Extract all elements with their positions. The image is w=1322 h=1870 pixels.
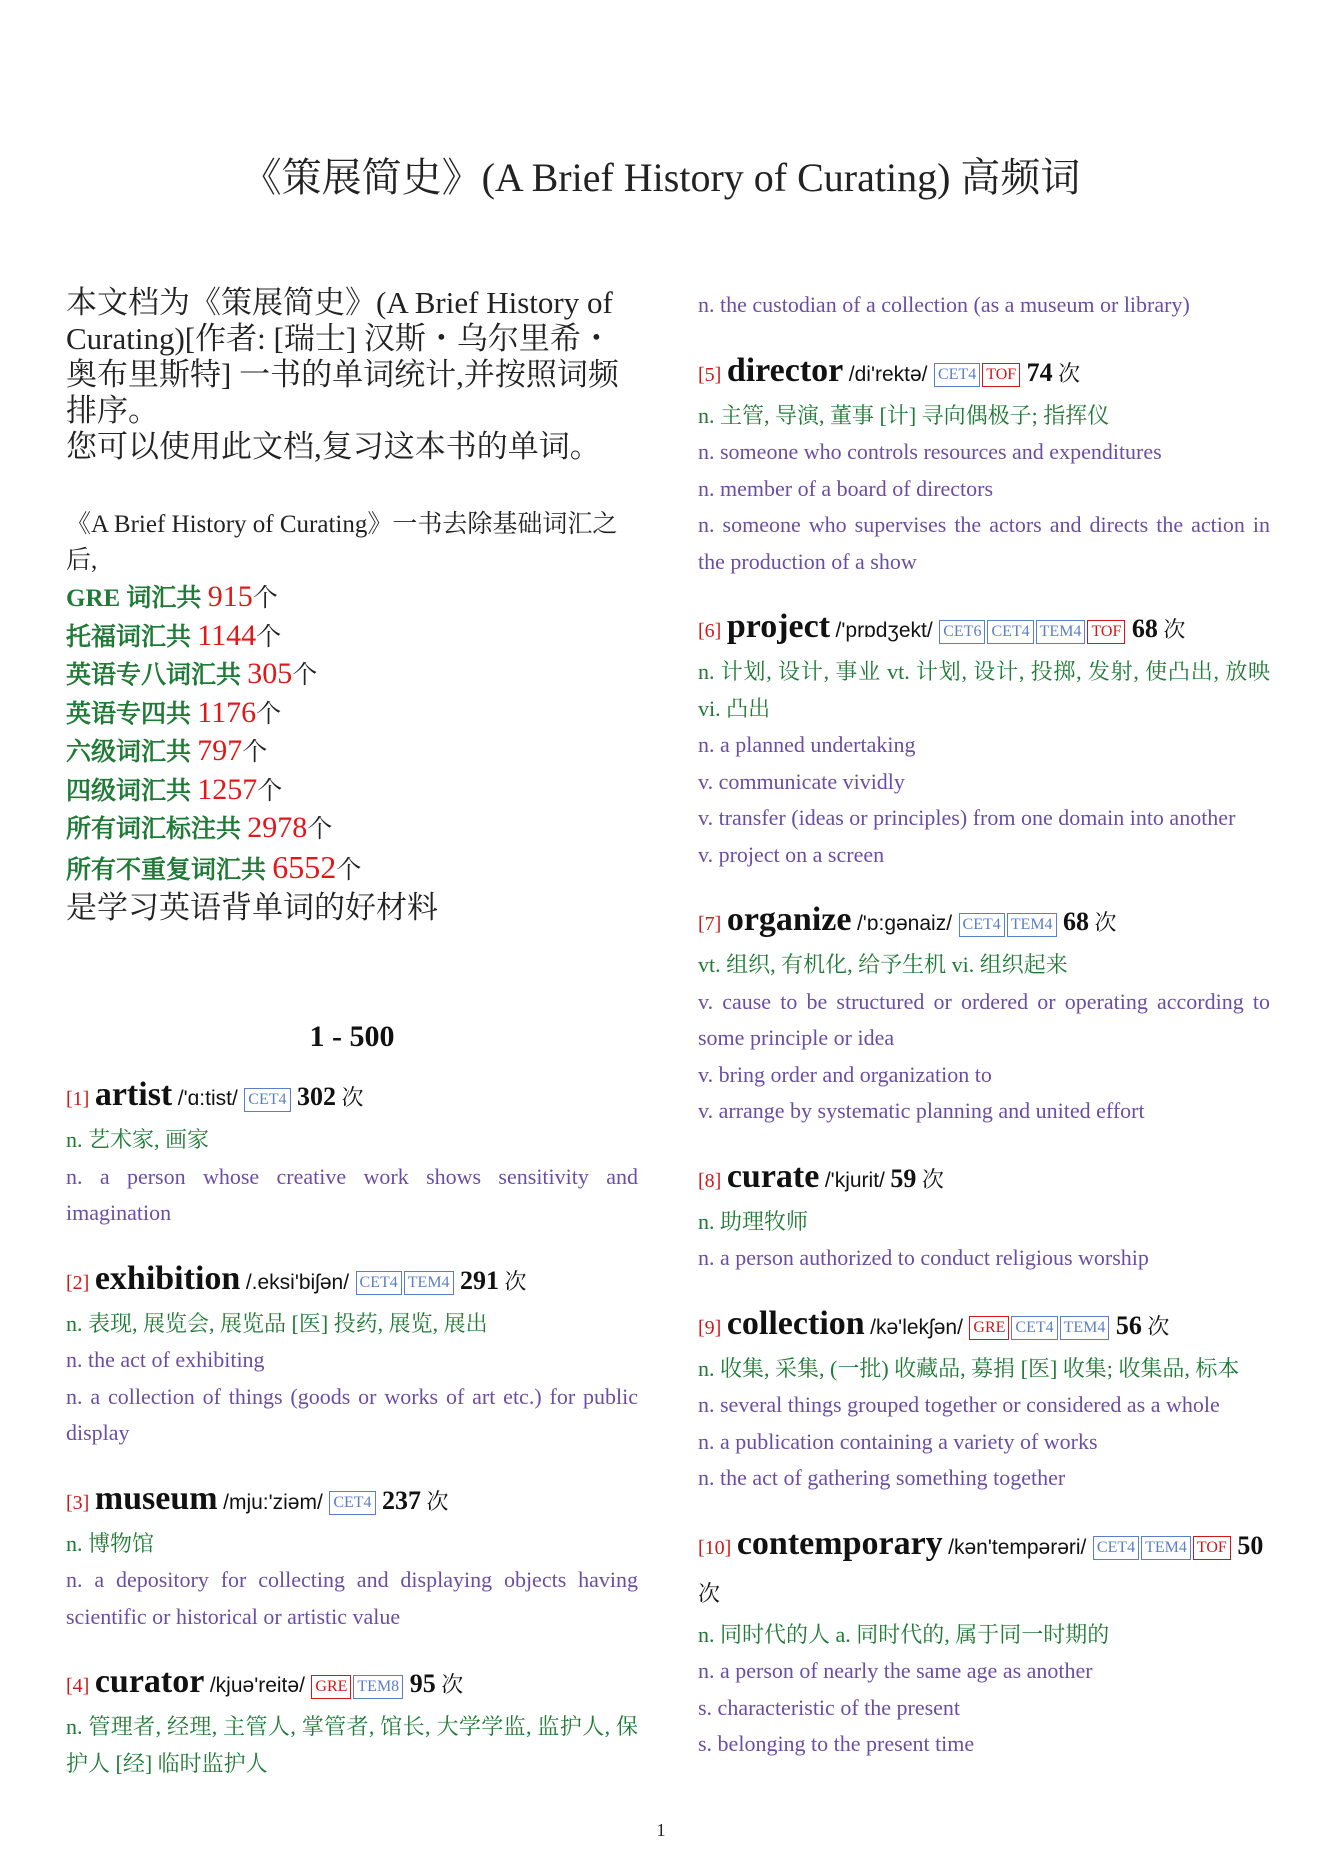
chinese-definition: n. 主管, 导演, 董事 [计] 寻向偶极子; 指挥仪 — [698, 402, 1110, 428]
stat-count: 1176 — [197, 695, 257, 729]
level-tag: TOF — [982, 363, 1020, 387]
entry-pronunciation: /kjuə'reitə/ — [209, 1674, 305, 1697]
entry-word: artist — [94, 1076, 173, 1113]
right-entry-list — [698, 348, 1270, 1763]
entry-header — [698, 1521, 1270, 1617]
english-definition: n. someone who controls resources and expenditures — [698, 439, 1162, 464]
chinese-definition: n. 管理者, 经理, 主管人, 掌管者, 馆长, 大学学监, 监护人, 保护人 [经] 临时监护人 — [66, 1714, 638, 1776]
stat-label: 英语专四共 — [66, 700, 198, 728]
range-label: 1 - 500 — [309, 1020, 395, 1053]
chinese-definition: n. 助理牧师 — [698, 1208, 809, 1234]
level-tag: CET4 — [356, 1271, 402, 1295]
english-definition: v. transfer (ideas or principles) from one domain into another — [698, 805, 1236, 830]
entry-count-unit: 次 — [499, 1268, 527, 1294]
level-tag: CET4 — [1011, 1316, 1057, 1340]
word-entry — [66, 1072, 638, 1232]
entry-count: 302 — [297, 1082, 336, 1111]
entry-index: [9] — [698, 1316, 722, 1339]
entry-pronunciation: /'ɑ:tist/ — [177, 1087, 238, 1110]
level-tag: CET4 — [244, 1088, 290, 1112]
english-definition: n. a collection of things (goods or works of art etc.) for public display — [66, 1383, 638, 1445]
entry-count-unit: 次 — [421, 1488, 449, 1514]
entry-count: 50 — [1237, 1530, 1264, 1560]
stat-label: 六级词汇共 — [66, 739, 198, 766]
entry-header — [66, 1476, 638, 1526]
entry-index: [3] — [66, 1491, 90, 1514]
entry-count: 291 — [460, 1265, 500, 1295]
chinese-definition: n. 计划, 设计, 事业 vt. 计划, 设计, 投掷, 发射, 使凸出, 放映 vi. 凸出 — [698, 659, 1270, 721]
entry-header — [698, 1154, 1270, 1204]
stat-row — [66, 618, 638, 657]
word-entry — [698, 1154, 1270, 1277]
stat-label: 所有不重复词汇共 — [66, 856, 273, 884]
intro-line-1: 本文档为《策展简史》(A Brief History of Curating)[作者: [瑞士] 汉斯・乌尔里希・奥布里斯特] 一书的单词统计,并按照词频排序。 — [66, 285, 619, 428]
level-tag: CET4 — [959, 913, 1005, 937]
stat-unit: 个 — [307, 816, 333, 843]
stat-label: 托福词汇共 — [66, 623, 198, 651]
entry-pronunciation: /'prɒdʒekt/ — [835, 619, 933, 642]
entry-word: museum — [94, 1479, 218, 1517]
level-tag: TEM4 — [404, 1271, 454, 1295]
chinese-definition: n. 博物馆 — [66, 1530, 155, 1556]
english-definition: v. cause to be structured or ordered or operating according to some principle or idea — [698, 988, 1270, 1050]
english-definition: n. several things grouped together or considered as a whole — [698, 1392, 1220, 1417]
chinese-definition: n. 表现, 展览会, 展览品 [医] 投药, 展览, 展出 — [66, 1310, 488, 1336]
stat-count: 305 — [247, 657, 293, 690]
right-column — [698, 287, 1270, 1787]
english-definition: v. arrange by systematic planning and united effort — [698, 1098, 1145, 1123]
level-tag: TEM4 — [1060, 1316, 1110, 1340]
entry-index: [7] — [698, 913, 722, 935]
entry-count-unit: 次 — [1157, 617, 1186, 642]
entry-count: 95 — [409, 1669, 436, 1698]
entry-count: 68 — [1131, 614, 1158, 643]
word-entry — [698, 1521, 1270, 1763]
entry-count: 56 — [1115, 1310, 1142, 1340]
entry-count-unit: 次 — [336, 1085, 364, 1110]
english-definition: n. a person of nearly the same age as another — [698, 1658, 1093, 1683]
level-tag: TEM4 — [1036, 620, 1086, 644]
entry-header — [698, 348, 1270, 398]
word-entry — [698, 1301, 1270, 1497]
entry-header — [66, 1659, 638, 1709]
stat-unit: 个 — [257, 777, 283, 805]
stats-closing: 是学习英语背单词的好材料 — [66, 890, 438, 925]
stat-label: 四级词汇共 — [66, 777, 198, 805]
chinese-definition: n. 艺术家, 画家 — [66, 1127, 210, 1152]
chinese-definition: n. 收集, 采集, (一批) 收藏品, 募捐 [医] 收集; 收集品, 标本 — [698, 1355, 1240, 1381]
definition-continuation: n. the custodian of a collection (as a museum or library) — [698, 292, 1190, 317]
entry-word: project — [726, 608, 831, 645]
stat-row — [66, 579, 638, 618]
entry-pronunciation: /mju:'ziəm/ — [223, 1490, 323, 1514]
entry-pronunciation: /.eksi'biʃən/ — [245, 1270, 350, 1294]
stat-row — [66, 695, 638, 734]
entry-word: collection — [726, 1304, 865, 1342]
stat-label: GRE 词汇共 — [66, 585, 208, 612]
level-tag: CET4 — [329, 1491, 375, 1515]
intro-text — [66, 285, 638, 465]
english-definition: n. a person authorized to conduct religious worship — [698, 1245, 1149, 1270]
word-entry — [66, 1256, 638, 1452]
stat-row — [66, 656, 638, 695]
entry-header — [66, 1256, 638, 1306]
stat-count: 797 — [197, 734, 243, 767]
stat-row — [66, 772, 638, 811]
stat-label: 英语专八词汇共 — [66, 662, 248, 689]
stat-unit: 个 — [256, 623, 282, 651]
entry-count-unit: 次 — [1089, 910, 1117, 935]
word-entry — [698, 348, 1270, 581]
entry-word: exhibition — [94, 1259, 241, 1297]
entry-header — [698, 604, 1270, 654]
stat-unit: 个 — [252, 585, 278, 612]
stats-heading: 《A Brief History of Curating》一书去除基础词汇之后, — [66, 511, 618, 574]
level-tag: GRE — [969, 1316, 1009, 1340]
level-tag: TOF — [1193, 1536, 1231, 1560]
entry-count: 74 — [1026, 357, 1053, 387]
english-definition: n. a person whose creative work shows sensitivity and imagination — [66, 1163, 638, 1225]
left-entry-list — [66, 1072, 638, 1782]
entry-word: contemporary — [736, 1524, 943, 1562]
page-number: 1 — [656, 1820, 666, 1840]
left-column — [66, 285, 638, 1806]
entry-pronunciation: /'ɒ:gənaiz/ — [856, 912, 953, 935]
chinese-definition: vt. 组织, 有机化, 给予生机 vi. 组织起来 — [698, 952, 1068, 977]
entry-count: 59 — [890, 1163, 917, 1193]
entry-count-unit: 次 — [1141, 1313, 1170, 1339]
chinese-definition: n. 同时代的人 a. 同时代的, 属于同一时期的 — [698, 1621, 1110, 1647]
entry-index: [5] — [698, 363, 722, 386]
word-entry — [698, 604, 1270, 873]
stats-list — [66, 579, 638, 889]
entry-word: organize — [726, 901, 852, 938]
entry-word: curate — [726, 1157, 820, 1195]
entry-pronunciation: /di'rektə/ — [848, 362, 928, 386]
page-title: 《策展简史》(A Brief History of Curating) 高频词 — [241, 155, 1081, 200]
english-definition: s. belonging to the present time — [698, 1731, 975, 1756]
level-tag: CET4 — [987, 620, 1033, 644]
stat-count: 1144 — [197, 618, 257, 652]
english-definition: v. project on a screen — [698, 841, 885, 867]
entry-index: [2] — [66, 1271, 90, 1294]
english-definition: v. bring order and organization to — [698, 1061, 992, 1087]
english-definition: s. characteristic of the present — [698, 1694, 961, 1720]
entry-index: [10] — [698, 1536, 732, 1559]
entry-pronunciation: /kə'lekʃən/ — [870, 1315, 963, 1339]
entry-count-unit: 次 — [435, 1672, 464, 1697]
english-definition: n. the act of exhibiting — [66, 1347, 265, 1372]
entry-count-unit: 次 — [916, 1166, 944, 1192]
level-tag: TEM4 — [1141, 1536, 1191, 1560]
english-definition: n. a planned undertaking — [698, 732, 916, 757]
stat-row — [66, 849, 638, 890]
entry-header — [698, 1301, 1270, 1351]
entry-word: director — [726, 351, 844, 389]
entry-index: [8] — [698, 1169, 722, 1192]
level-tag: GRE — [311, 1675, 351, 1699]
word-entry — [698, 897, 1270, 1130]
entry-count-unit: 次 — [1052, 360, 1081, 386]
stat-count: 915 — [207, 580, 253, 613]
english-definition: n. someone who supervises the actors and directs the action in the production of a show — [698, 512, 1270, 574]
stat-unit: 个 — [292, 662, 318, 689]
entry-index: [4] — [66, 1675, 90, 1697]
entry-header — [66, 1072, 638, 1122]
stat-label: 所有词汇标注共 — [66, 816, 248, 843]
english-definition: n. a publication containing a variety of works — [698, 1428, 1098, 1454]
level-tag: TOF — [1087, 620, 1125, 644]
stat-count: 1257 — [197, 772, 258, 806]
intro-line-2: 您可以使用此文档,复习这本书的单词。 — [66, 429, 601, 464]
word-entry — [66, 1659, 638, 1782]
level-tag: TEM8 — [353, 1675, 403, 1699]
stat-unit: 个 — [242, 739, 268, 766]
entry-count-unit: 次 — [698, 1580, 721, 1606]
level-tag: TEM4 — [1007, 913, 1057, 937]
stat-unit: 个 — [336, 856, 362, 884]
stat-count: 6552 — [272, 848, 337, 885]
stat-unit: 个 — [256, 700, 282, 728]
english-definition: n. member of a board of directors — [698, 475, 994, 501]
english-definition: n. a depository for collecting and displaying objects having scientific or historical or artistic value — [66, 1567, 638, 1629]
entry-count: 68 — [1063, 907, 1090, 936]
stat-count: 2978 — [247, 811, 308, 844]
word-entry — [66, 1476, 638, 1636]
entry-index: [1] — [66, 1088, 90, 1110]
level-tag: CET6 — [939, 620, 985, 644]
entry-count: 237 — [382, 1485, 422, 1515]
stat-row — [66, 733, 638, 772]
level-tag: CET4 — [934, 363, 980, 387]
level-tag: CET4 — [1093, 1536, 1139, 1560]
entry-word: curator — [94, 1663, 205, 1700]
entry-index: [6] — [698, 620, 722, 642]
english-definition: n. the act of gathering something together — [698, 1465, 1066, 1490]
entry-pronunciation: /'kjurit/ — [824, 1168, 885, 1192]
entry-pronunciation: /kən'tempərəri/ — [948, 1535, 1087, 1559]
english-definition: v. communicate vividly — [698, 768, 905, 794]
entry-header — [698, 897, 1270, 947]
stat-row — [66, 810, 638, 849]
